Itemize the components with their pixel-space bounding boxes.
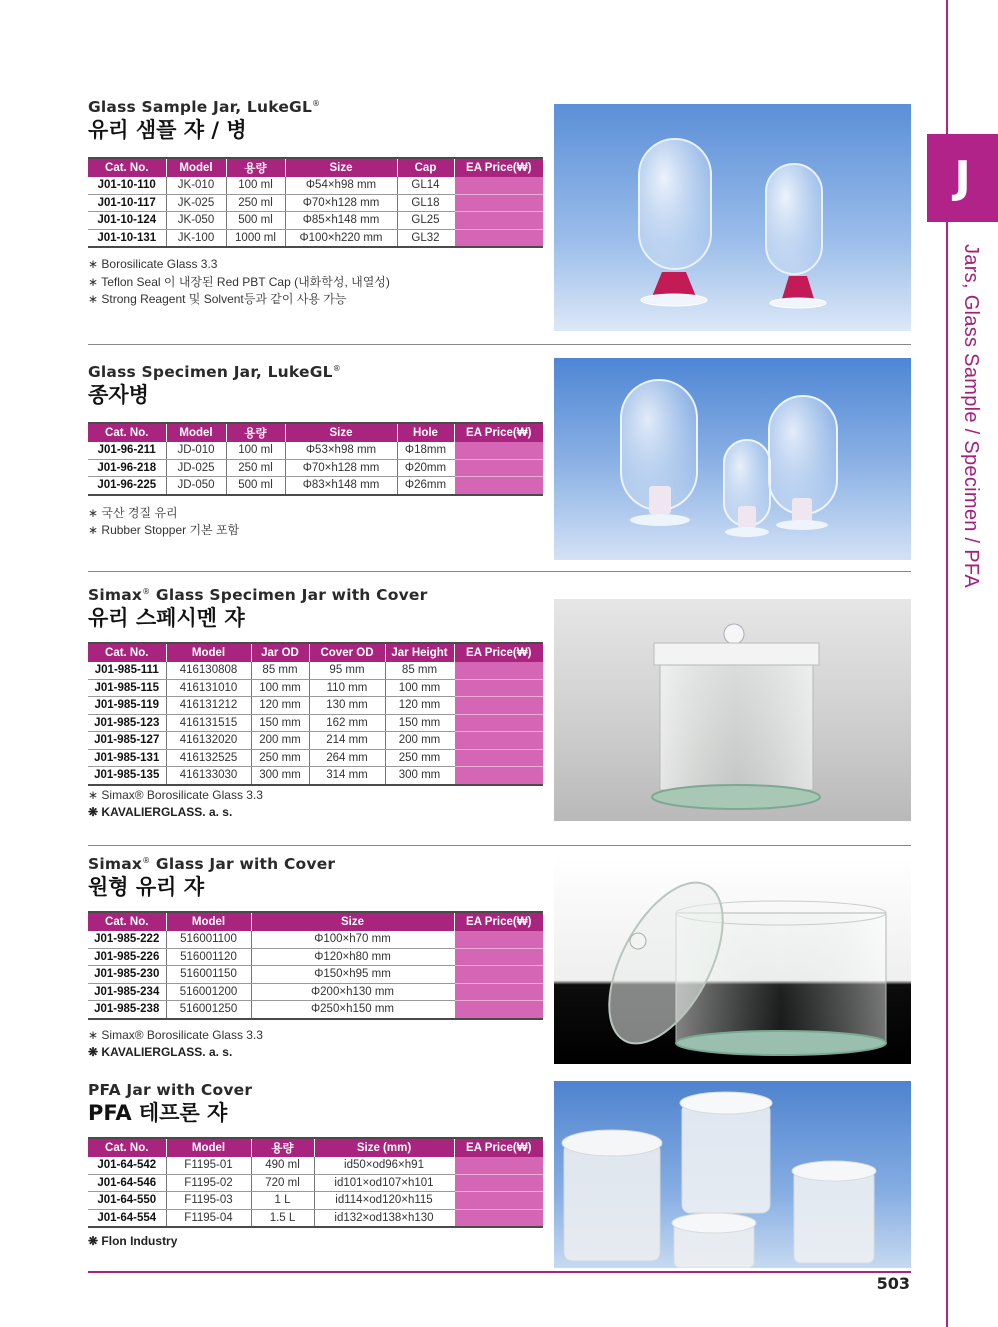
cell: JD-025 <box>166 459 226 477</box>
cat-no: J01-985-226 <box>88 948 166 966</box>
cell: Φ18mm <box>397 442 454 459</box>
cell: 416132525 <box>166 749 251 767</box>
cell: 1000 ml <box>226 229 285 247</box>
cell: 85 mm <box>251 662 309 679</box>
cell: 416132020 <box>166 732 251 750</box>
note-item: ❋ KAVALIERGLASS. a. s. <box>88 805 233 819</box>
col-header: Cat. No. <box>88 158 166 177</box>
cell: 490 ml <box>251 1157 314 1174</box>
section-title-ko: PFA 테프론 쟈 <box>88 1101 228 1125</box>
note-item: ∗ Strong Reagent 및 Solvent등과 같이 사용 가능 <box>88 292 347 306</box>
cell: 416133030 <box>166 767 251 785</box>
price-cell <box>454 177 543 194</box>
col-header: Hole <box>397 423 454 442</box>
cell: 416130808 <box>166 662 251 679</box>
col-header: Cover OD <box>309 643 385 662</box>
section-divider <box>88 571 911 572</box>
cat-no: J01-10-131 <box>88 229 166 247</box>
cell: Φ54×h98 mm <box>285 177 397 194</box>
table-header-row <box>88 643 543 662</box>
section-simax-glass-jar <box>88 852 543 1062</box>
cell: id132×od138×h130 <box>314 1209 454 1227</box>
note-item: ∗ Simax® Borosilicate Glass 3.3 <box>88 787 263 802</box>
col-header: Cat. No. <box>88 1138 166 1157</box>
cell: 516001200 <box>166 983 251 1001</box>
side-rule <box>946 0 948 134</box>
note-item: ❋ Flon Industry <box>88 1234 178 1248</box>
cell: 264 mm <box>309 749 385 767</box>
cell: F1195-01 <box>166 1157 251 1174</box>
section-divider <box>88 344 911 345</box>
price-cell <box>454 931 543 948</box>
cell: GL18 <box>397 194 454 212</box>
cell: 516001250 <box>166 1001 251 1019</box>
cell: 250 ml <box>226 459 285 477</box>
col-header: Model <box>166 423 226 442</box>
table-row <box>88 714 543 732</box>
cat-no: J01-985-234 <box>88 983 166 1001</box>
price-cell <box>454 983 543 1001</box>
cat-no: J01-985-238 <box>88 1001 166 1019</box>
cat-no: J01-96-218 <box>88 459 166 477</box>
cell: id50×od96×h91 <box>314 1157 454 1174</box>
cell: JD-050 <box>166 477 226 495</box>
section-title-ko: 유리 스페시멘 쟈 <box>88 606 245 630</box>
product-photo <box>554 855 911 1064</box>
col-header: Size (mm) <box>314 1138 454 1157</box>
col-header: Model <box>166 158 226 177</box>
cell: 100 ml <box>226 177 285 194</box>
cell: Φ70×h128 mm <box>285 459 397 477</box>
product-photo <box>554 104 911 331</box>
table-row <box>88 1209 543 1227</box>
cat-no: J01-10-124 <box>88 212 166 230</box>
section-title-en: PFA Jar with Cover <box>88 1081 253 1099</box>
cat-no: J01-985-230 <box>88 966 166 984</box>
cell: 120 mm <box>385 697 454 715</box>
cell: 720 ml <box>251 1174 314 1192</box>
cell: 100 ml <box>226 442 285 459</box>
price-cell <box>454 459 543 477</box>
cell: F1195-02 <box>166 1174 251 1192</box>
cat-no: J01-64-554 <box>88 1209 166 1227</box>
side-rule <box>946 222 948 1327</box>
product-photo <box>554 358 911 560</box>
section-title-ko: 유리 샘플 쟈 / 병 <box>88 118 247 142</box>
cell: JK-050 <box>166 212 226 230</box>
section-title-en: Glass Specimen Jar, LukeGL® <box>88 363 341 381</box>
cat-no: J01-985-135 <box>88 767 166 785</box>
cell: 300 mm <box>251 767 309 785</box>
notes <box>88 256 543 309</box>
cat-no: J01-64-546 <box>88 1174 166 1192</box>
cell: 95 mm <box>309 662 385 679</box>
cell: GL25 <box>397 212 454 230</box>
product-photo <box>554 1081 911 1268</box>
col-header: 용량 <box>226 423 285 442</box>
notes <box>88 787 543 822</box>
table-header-row <box>88 912 543 931</box>
cat-no: J01-985-111 <box>88 662 166 679</box>
table-row <box>88 1192 543 1210</box>
price-cell <box>454 1174 543 1192</box>
col-header: Cat. No. <box>88 423 166 442</box>
price-cell <box>454 1192 543 1210</box>
table-row <box>88 1174 543 1192</box>
table-row <box>88 966 543 984</box>
cell: F1195-03 <box>166 1192 251 1210</box>
cell: 416131010 <box>166 679 251 697</box>
table-row <box>88 983 543 1001</box>
cell: 214 mm <box>309 732 385 750</box>
cell: 250 mm <box>385 749 454 767</box>
product-table <box>88 1137 543 1228</box>
section-pfa-jar <box>88 1081 543 1251</box>
cell: id114×od120×h115 <box>314 1192 454 1210</box>
cell: JK-025 <box>166 194 226 212</box>
price-cell <box>454 732 543 750</box>
section-sample-jar <box>88 95 543 309</box>
cell: 500 ml <box>226 477 285 495</box>
table-header-row <box>88 1138 543 1157</box>
cell: 516001120 <box>166 948 251 966</box>
cell: Φ53×h98 mm <box>285 442 397 459</box>
table-row <box>88 1157 543 1174</box>
notes <box>88 1233 543 1251</box>
cell: 300 mm <box>385 767 454 785</box>
notes <box>88 1027 543 1062</box>
cell: 100 mm <box>385 679 454 697</box>
cell: 162 mm <box>309 714 385 732</box>
cell: Φ250×h150 mm <box>251 1001 454 1019</box>
price-cell <box>454 194 543 212</box>
cell: Φ100×h70 mm <box>251 931 454 948</box>
table-row <box>88 194 543 212</box>
table-row <box>88 948 543 966</box>
product-table <box>88 422 543 496</box>
page-number: 503 <box>876 1274 910 1293</box>
table-header-row <box>88 423 543 442</box>
cell: Φ26mm <box>397 477 454 495</box>
cat-no: J01-985-127 <box>88 732 166 750</box>
footer-rule <box>88 1271 911 1273</box>
price-cell <box>454 1001 543 1019</box>
cell: 200 mm <box>385 732 454 750</box>
product-table <box>88 911 543 1020</box>
col-header: Size <box>285 158 397 177</box>
section-title-en: Simax® Glass Jar with Cover <box>88 855 336 873</box>
table-row <box>88 662 543 679</box>
chapter-label: Jars, Glass Sample / Specimen / PFA <box>960 244 982 588</box>
col-header: Model <box>166 912 251 931</box>
price-cell <box>454 662 543 679</box>
col-header: EA Price(₩) <box>454 1138 543 1157</box>
note-item: ❋ KAVALIERGLASS. a. s. <box>88 1045 233 1059</box>
cell: 500 ml <box>226 212 285 230</box>
table-row <box>88 749 543 767</box>
col-header: Size <box>251 912 454 931</box>
col-header: Size <box>285 423 397 442</box>
table-header-row <box>88 158 543 177</box>
cell: Φ150×h95 mm <box>251 966 454 984</box>
table-row <box>88 212 543 230</box>
cell: 200 mm <box>251 732 309 750</box>
cell: 120 mm <box>251 697 309 715</box>
cell: Φ120×h80 mm <box>251 948 454 966</box>
col-header: Cap <box>397 158 454 177</box>
cell: Φ83×h148 mm <box>285 477 397 495</box>
table-row <box>88 732 543 750</box>
cell: 150 mm <box>251 714 309 732</box>
price-cell <box>454 212 543 230</box>
section-title-en: Glass Sample Jar, LukeGL® <box>88 98 321 116</box>
cell: 416131212 <box>166 697 251 715</box>
cell: Φ85×h148 mm <box>285 212 397 230</box>
price-cell <box>454 714 543 732</box>
cat-no: J01-96-211 <box>88 442 166 459</box>
col-header: EA Price(₩) <box>454 423 543 442</box>
col-header: 용량 <box>251 1138 314 1157</box>
price-cell <box>454 477 543 495</box>
cell: Φ200×h130 mm <box>251 983 454 1001</box>
note-item: ∗ Simax® Borosilicate Glass 3.3 <box>88 1027 263 1042</box>
cat-no: J01-985-115 <box>88 679 166 697</box>
table-row <box>88 442 543 459</box>
note-item: ∗ Rubber Stopper 기본 포함 <box>88 523 240 537</box>
section-title-en: Simax® Glass Specimen Jar with Cover <box>88 586 428 604</box>
price-cell <box>454 948 543 966</box>
note-item: ∗ 국산 경질 유리 <box>88 505 178 520</box>
cat-no: J01-985-222 <box>88 931 166 948</box>
cell: 516001150 <box>166 966 251 984</box>
cat-no: J01-985-131 <box>88 749 166 767</box>
cell: F1195-04 <box>166 1209 251 1227</box>
col-header: Model <box>166 643 251 662</box>
price-cell <box>454 1157 543 1174</box>
section-divider <box>88 845 911 846</box>
price-cell <box>454 966 543 984</box>
table-row <box>88 177 543 194</box>
table-row <box>88 1001 543 1019</box>
price-cell <box>454 1209 543 1227</box>
section-title-ko: 종자병 <box>88 383 149 407</box>
cat-no: J01-985-119 <box>88 697 166 715</box>
cell: 416131515 <box>166 714 251 732</box>
cell: 130 mm <box>309 697 385 715</box>
cell: GL32 <box>397 229 454 247</box>
note-item: ∗ Borosilicate Glass 3.3 <box>88 257 218 271</box>
product-table <box>88 157 543 248</box>
price-cell <box>454 767 543 785</box>
cat-no: J01-985-123 <box>88 714 166 732</box>
cell: GL14 <box>397 177 454 194</box>
table-row <box>88 931 543 948</box>
cell: 85 mm <box>385 662 454 679</box>
price-cell <box>454 442 543 459</box>
cell: Φ70×h128 mm <box>285 194 397 212</box>
col-header: Cat. No. <box>88 643 166 662</box>
chapter-tab: J <box>927 134 998 222</box>
cell: 314 mm <box>309 767 385 785</box>
section-simax-specimen-jar <box>88 583 543 822</box>
cell: JK-100 <box>166 229 226 247</box>
notes <box>88 505 543 540</box>
table-row <box>88 767 543 785</box>
table-row <box>88 229 543 247</box>
col-header: Jar Height <box>385 643 454 662</box>
cell: JK-010 <box>166 177 226 194</box>
cat-no: J01-64-550 <box>88 1192 166 1210</box>
product-photo <box>554 599 911 821</box>
cell: 1 L <box>251 1192 314 1210</box>
col-header: 용량 <box>226 158 285 177</box>
price-cell <box>454 229 543 247</box>
cell: 110 mm <box>309 679 385 697</box>
section-specimen-jar <box>88 360 543 540</box>
cell: JD-010 <box>166 442 226 459</box>
col-header: EA Price(₩) <box>454 643 543 662</box>
col-header: Cat. No. <box>88 912 166 931</box>
table-row <box>88 459 543 477</box>
price-cell <box>454 697 543 715</box>
cell: 150 mm <box>385 714 454 732</box>
cell: 100 mm <box>251 679 309 697</box>
table-row <box>88 697 543 715</box>
table-row <box>88 679 543 697</box>
cell: 250 ml <box>226 194 285 212</box>
cat-no: J01-64-542 <box>88 1157 166 1174</box>
section-title-ko: 원형 유리 쟈 <box>88 875 205 899</box>
cell: id101×od107×h101 <box>314 1174 454 1192</box>
product-table <box>88 642 543 786</box>
cat-no: J01-10-110 <box>88 177 166 194</box>
price-cell <box>454 679 543 697</box>
col-header: EA Price(₩) <box>454 158 543 177</box>
cell: 250 mm <box>251 749 309 767</box>
cell: 1.5 L <box>251 1209 314 1227</box>
cell: Φ100×h220 mm <box>285 229 397 247</box>
price-cell <box>454 749 543 767</box>
col-header: Model <box>166 1138 251 1157</box>
col-header: Jar OD <box>251 643 309 662</box>
table-row <box>88 477 543 495</box>
cat-no: J01-96-225 <box>88 477 166 495</box>
cell: Φ20mm <box>397 459 454 477</box>
cat-no: J01-10-117 <box>88 194 166 212</box>
cell: 516001100 <box>166 931 251 948</box>
col-header: EA Price(₩) <box>454 912 543 931</box>
note-item: ∗ Teflon Seal 이 내장된 Red PBT Cap (내화학성, 내열성) <box>88 274 390 289</box>
